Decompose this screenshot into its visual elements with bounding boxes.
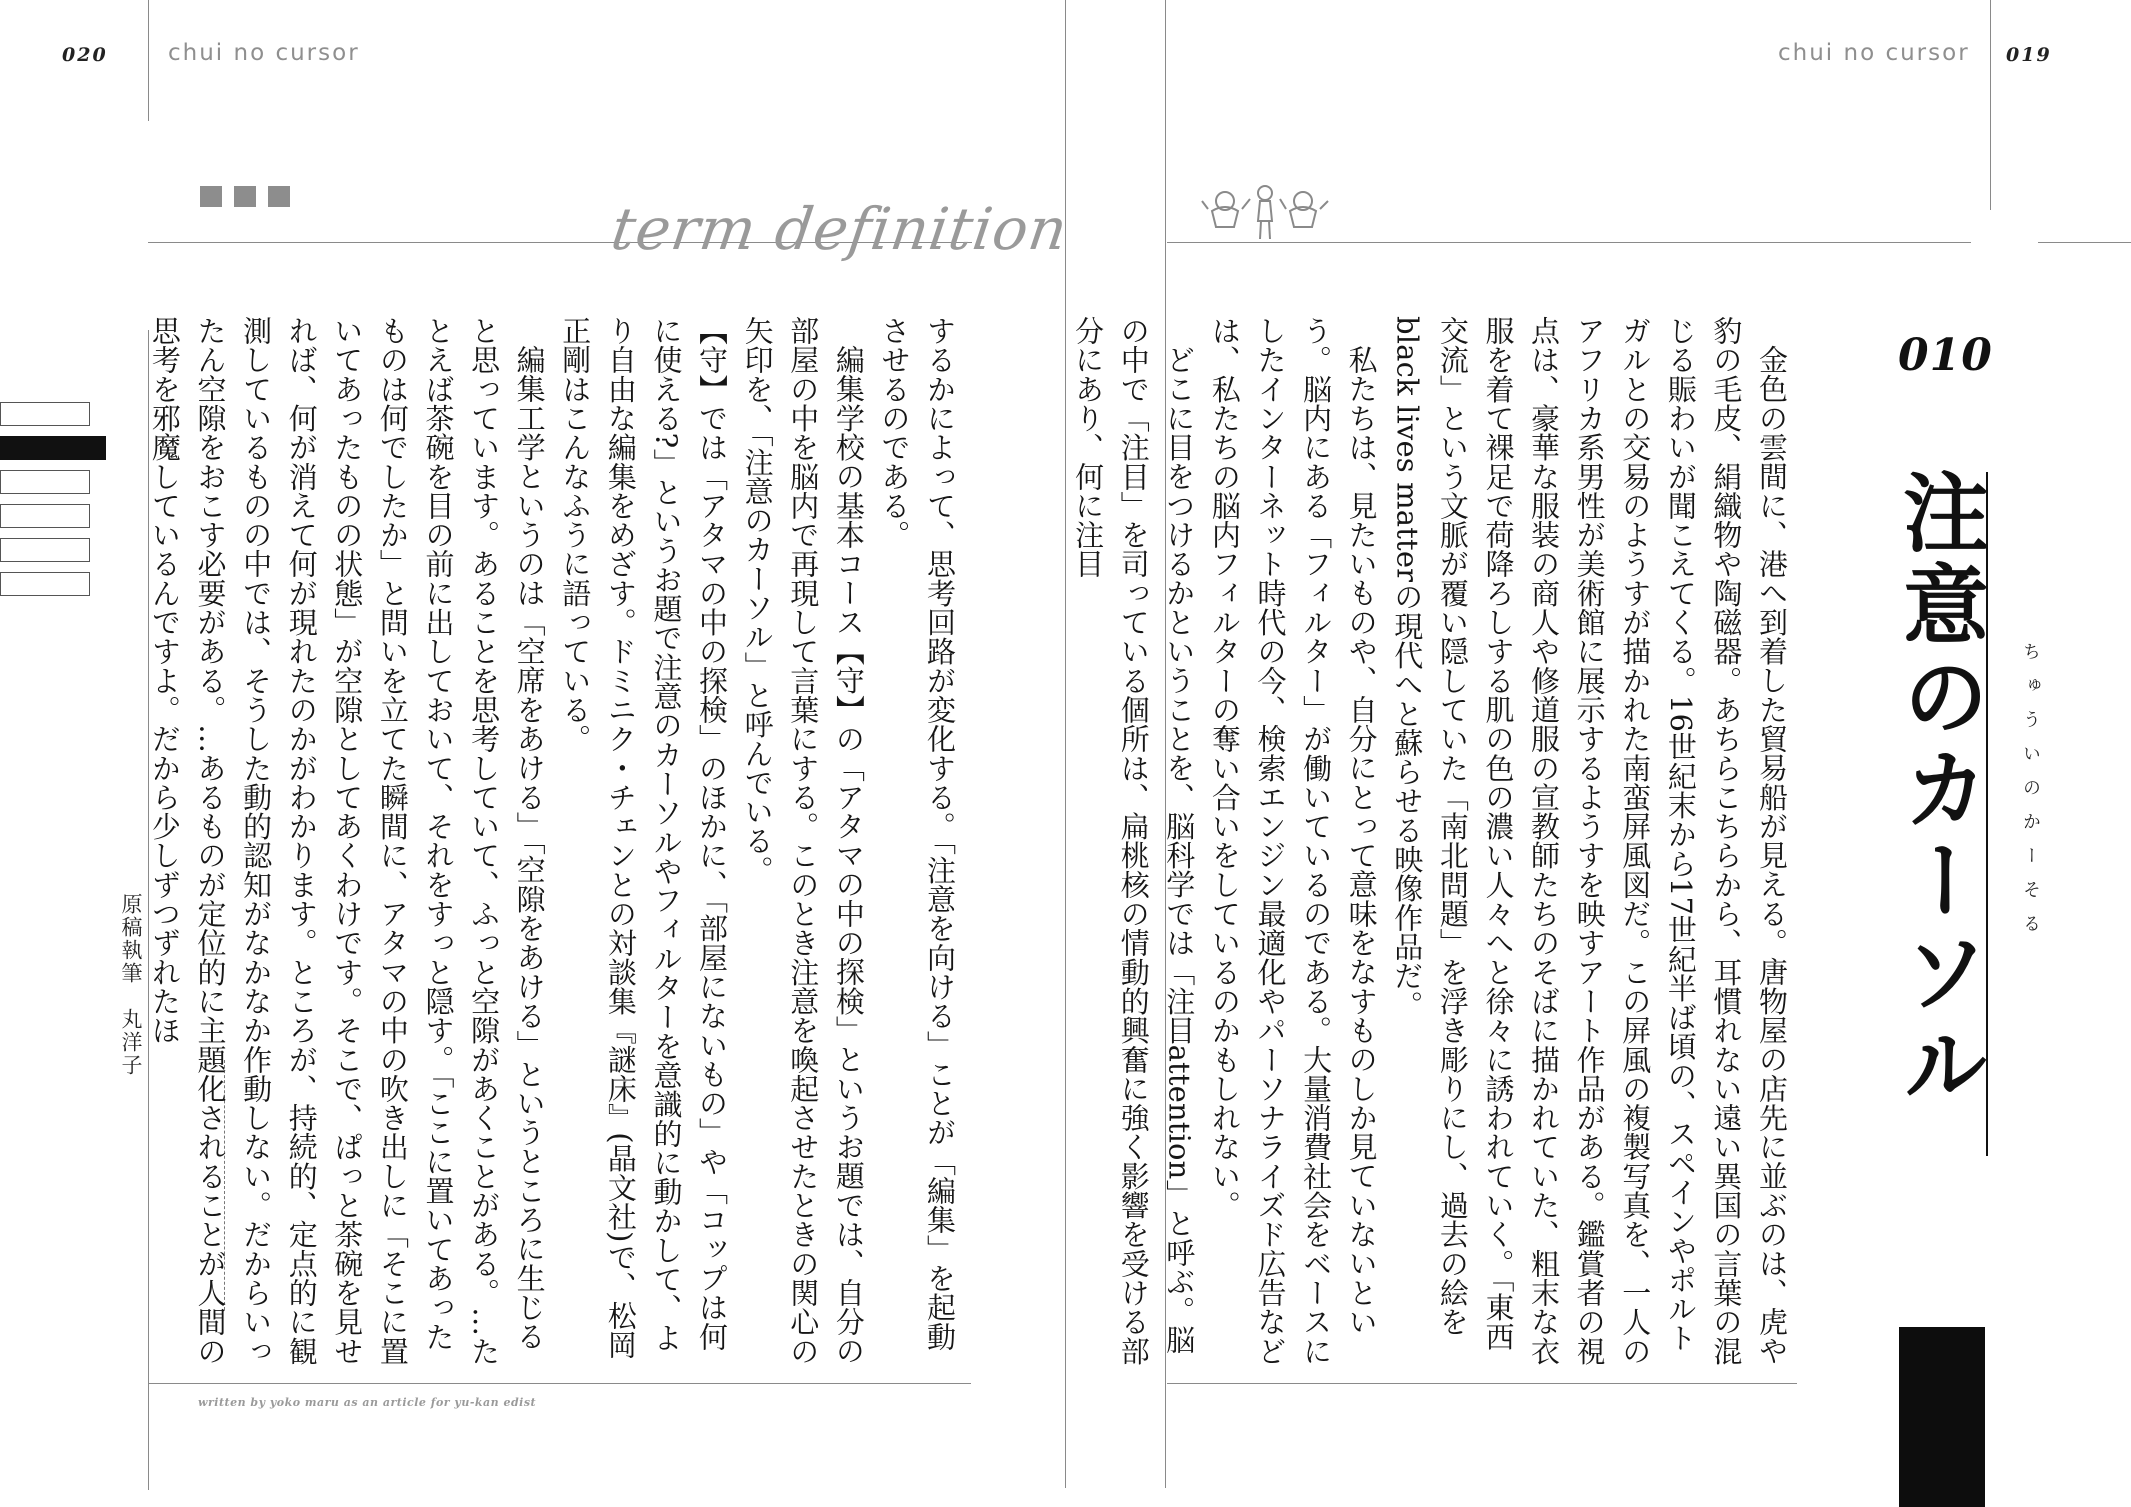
title-ruby: ちゅういのかーそる <box>2020 642 2041 948</box>
section-label: term definition <box>607 195 1073 263</box>
article-number: 010 <box>1898 330 1993 381</box>
author-credit: 原稿執筆 丸洋子 <box>119 893 143 1077</box>
right-header-divider <box>1990 0 1991 210</box>
right-paragraph: 私たちは、見たいものや、自分にとって意味をなすものしか見ていないという。脳内にある「フィルター」が働いているのである。大量消費社会をベースにしたインターネット時代の今、検索エンジン最適化やパーソナライズド広告などは、私たちの脳内フィルターの奪い合いをしているのかもしれない。 <box>1207 316 1379 1366</box>
right-page-number: 019 <box>2006 44 2052 66</box>
right-paragraph: 金色の雲間に、港へ到着した貿易船が見える。唐物屋の店先に並ぶのは、虎や豹の毛皮、絹織物や陶磁器。あちらこちらから、耳慣れない遠い異国の言葉の混じる賑わいが聞こえてくる。16世紀末から17世紀半ば頃の、スペインやポルトガルとの交易のようすが描かれた南蛮屏風図だ。この屏風の複製写真を、一人のアフリカ系男性が美術館に展示するようすを映すアート作品がある。鑑賞者の視点は、豪華な服装の商人や修道服の宣教師たちのそばに描かれていた、粗末な衣服を着て裸足で荷降ろしする肌の色の濃い人々へと徐々に誘われていく。「東西交流」という文脈が覆い隠していた「南北問題」を浮き彫りにし、過去の絵をblack lives matterの現代へと蘇らせる映像作品だ。 <box>1390 316 1789 1366</box>
left-paragraph: 編集学校の基本コース【守】の「アタマの中の探検」というお題では、自分の部屋の中を脳内で再現して言葉にする。このとき注意を喚起させたときの関心の矢印を、「注意のカーソル」と呼んでいる。 <box>740 316 866 1366</box>
gray-square-3 <box>268 186 290 207</box>
left-body-text <box>147 316 962 1372</box>
right-footer-rule <box>1167 1383 1797 1384</box>
sidebar-box <box>0 572 90 596</box>
right-paragraph: どこに目をつけるかということを、脳科学では「注目attention」と呼ぶ。脳の中で「注目」を司っている個所は、扁桃核の情動的興奮に強く影響を受ける部分にあり、何に注目 <box>1071 316 1197 1366</box>
left-running-head: chui no cursor <box>168 40 360 66</box>
black-bar <box>1899 1327 1985 1507</box>
right-running-head: chui no cursor <box>1778 40 1970 66</box>
gray-square-2 <box>234 186 256 207</box>
sidebar-box <box>0 402 90 426</box>
sidebar-box <box>0 504 90 528</box>
left-paragraph: するかによって、思考回路が変化する。「注意を向ける」ことが「編集」を起動させるのである。 <box>877 316 957 1351</box>
right-body-text <box>1071 316 1794 1372</box>
footer-credit: written by yoko maru as an article for yu-kan edist <box>198 1396 537 1409</box>
right-header-rule <box>1167 242 1971 243</box>
sidebar-box <box>0 538 90 562</box>
left-quote-paragraph: 編集工学というのは「空席をあける」「空隙をあける」というところに生じると思っています。あることを思考していて、ふっと空隙があくことがある。…たとえば茶碗を目の前に出しておいて、それをすっと隠す。「ここに置いてあったものは何でしたか」と問いを立てた瞬間に、アタマの中の吹き出しに「そこに置いてあったものの状態」が空隙としてあくわけです。そこで、ぱっと茶碗を見せれば、何が消えて何が現れたのかがわかります。ところが、持続的、定点的に観測しているものの中では、そうした動的認知がなかなか作動しない。だからいったん空隙をおこす必要がある。…あるものが定位的に主題化されることが人間の思考を邪魔しているんですよ。だから少しずつずれたほ <box>147 316 547 1366</box>
sidebar-box-filled <box>0 436 106 460</box>
left-paragraph: 【守】では「アタマの中の探検」のほかに、「部屋にないもの」や「コップは何に使える?」というお題で注意のカーソルやフィルターを意識的に動かして、より自由な編集をめざす。ドミニク・チェンとの対談集『謎床』(晶文社)で、松岡正剛はこんなふうに語っている。 <box>558 316 730 1360</box>
article-title: 注意のカーソル <box>1888 468 1989 1112</box>
right-edge-rule <box>2038 242 2131 243</box>
left-header-divider <box>148 0 149 121</box>
left-page-number: 020 <box>62 44 108 66</box>
character-illustration-icon <box>1200 181 1330 241</box>
left-footer-rule <box>148 1383 971 1384</box>
sidebar-box <box>0 470 90 494</box>
gray-square-1 <box>200 186 222 207</box>
